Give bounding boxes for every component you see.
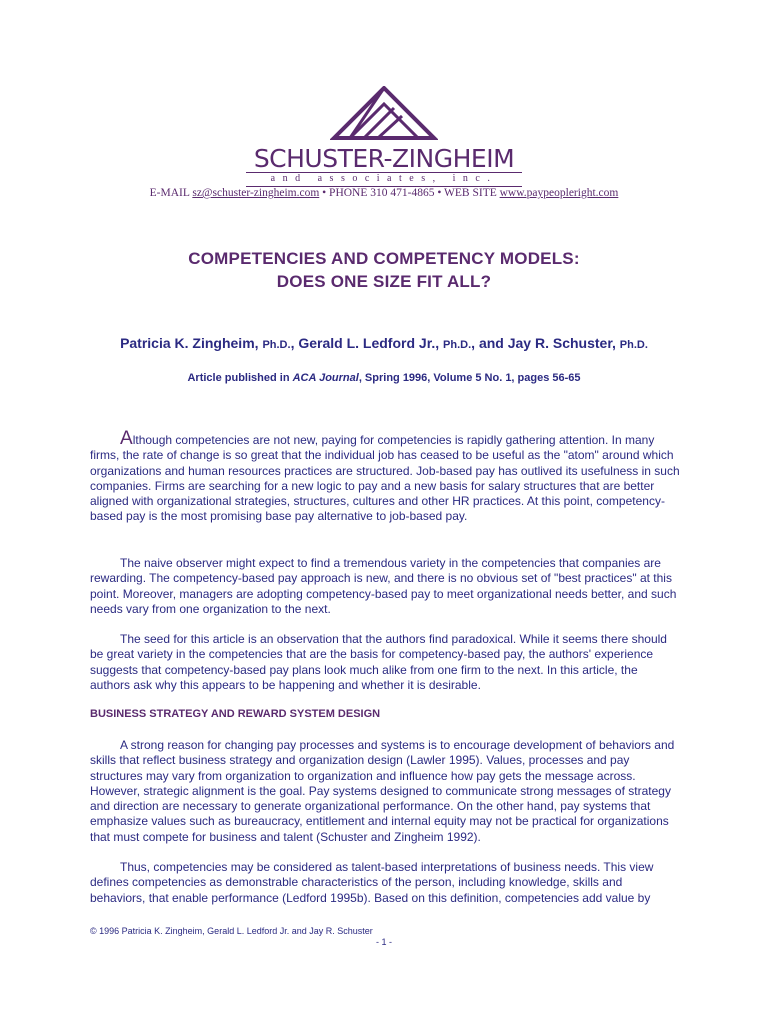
author-2: , Gerald L. Ledford Jr., (290, 335, 444, 351)
copyright-footer: © 1996 Patricia K. Zingheim, Gerald L. Ledford Jr. and Jay R. Schuster (90, 926, 373, 936)
bullet-separator: • (437, 187, 442, 199)
author-degree: Ph.D. (443, 339, 472, 351)
website-label: WEB SITE (444, 187, 497, 199)
triangle-logo-icon (330, 86, 438, 140)
author-1: Patricia K. Zingheim, (120, 335, 263, 351)
publication-suffix: , Spring 1996, Volume 5 No. 1, pages 56-65 (358, 372, 581, 384)
author-degree: Ph.D. (619, 339, 648, 351)
company-associates: and associates, inc. (270, 173, 498, 184)
title-line-2: DOES ONE SIZE FIT ALL? (276, 272, 492, 291)
paragraph-text: A strong reason for changing pay processes and systems is to encourage development of behaviors and skills that reflect business strategy and organization design (Lawler 1995). Values, processes and pay structures may vary from organization to organization and influence how pay gets the message across. However, strategic alignment is the goal. Pay systems designed to communicate strong messages of strategy and direction are necessary to generate organizational performance. On the other hand, pay systems that emphasize values such as bureaucracy, entitlement and internal equity may not be practical for organizations that must compete for business and talent (Schuster and Zingheim 1992). (90, 738, 675, 844)
website-link[interactable]: www.paypeopleright.com (499, 187, 619, 199)
paragraph-1 (90, 428, 680, 525)
publication-prefix: Article published in (187, 372, 293, 384)
drop-cap: A (120, 428, 133, 449)
section-heading: BUSINESS STRATEGY AND REWARD SYSTEM DESIGN (90, 708, 381, 720)
authors-line (0, 335, 768, 351)
article-title (0, 247, 768, 293)
company-name: SCHUSTER-ZINGHEIM (253, 144, 515, 173)
author-degree: Ph.D. (262, 339, 291, 351)
paragraph-text: Thus, competencies may be considered as talent-based interpretations of business needs. This view defines competencies as demonstrable characteristics of the person, including knowledge, skills and behaviors, that enable performance (Ledford 1995b). Based on this definition, competencies add value by (90, 860, 654, 905)
paragraph-2 (90, 556, 680, 617)
paragraph-text: The naive observer might expect to find a tremendous variety in the competencies that companies are rewarding. The competency-based pay approach is new, and there is no obvious set of "best practices" at this point. Moreover, managers are adopting competency-based pay to meet organizational needs better, and such needs vary from one organization to the next. (90, 556, 677, 616)
publication-line (0, 372, 768, 384)
bullet-separator: • (322, 187, 327, 199)
journal-name: ACA Journal (292, 372, 359, 384)
paragraph-3 (90, 632, 680, 693)
page-number: - 1 - (375, 937, 392, 947)
title-line-1: COMPETENCIES AND COMPETENCY MODELS: (188, 249, 580, 268)
paragraph-4 (90, 738, 680, 845)
paragraph-text: lthough competencies are not new, paying for competencies is rapidly gathering attention. In many firms, the rate of change is so great that the individual job has ceased to be useful as the "atom" around which organizations and human resources practices are structured. Job-based pay has outlived its usefulness in such companies. Firms are searching for a new logic to pay and a new basis for salary structures that are better aligned with organizational strategies, structures, cultures and other HR practices. At this point, competency-based pay is the most promising base pay alternative to job-based pay. (90, 433, 680, 524)
email-label: E-MAIL (149, 187, 190, 199)
phone-text: PHONE 310 471-4865 (329, 187, 435, 199)
email-link[interactable]: sz@schuster-zingheim.com (192, 187, 320, 199)
paragraph-5 (90, 860, 680, 906)
author-3: , and Jay R. Schuster, (471, 335, 620, 351)
contact-line (0, 187, 768, 199)
paragraph-text: The seed for this article is an observation that the authors find paradoxical. While it seems there should be great variety in the competencies that are the basis for competency-based pay, the authors' experience suggests that competency-based pay plans look much alike from one firm to the next. In this article, the authors ask why this appears to be happening and whether it is desirable. (90, 632, 667, 692)
